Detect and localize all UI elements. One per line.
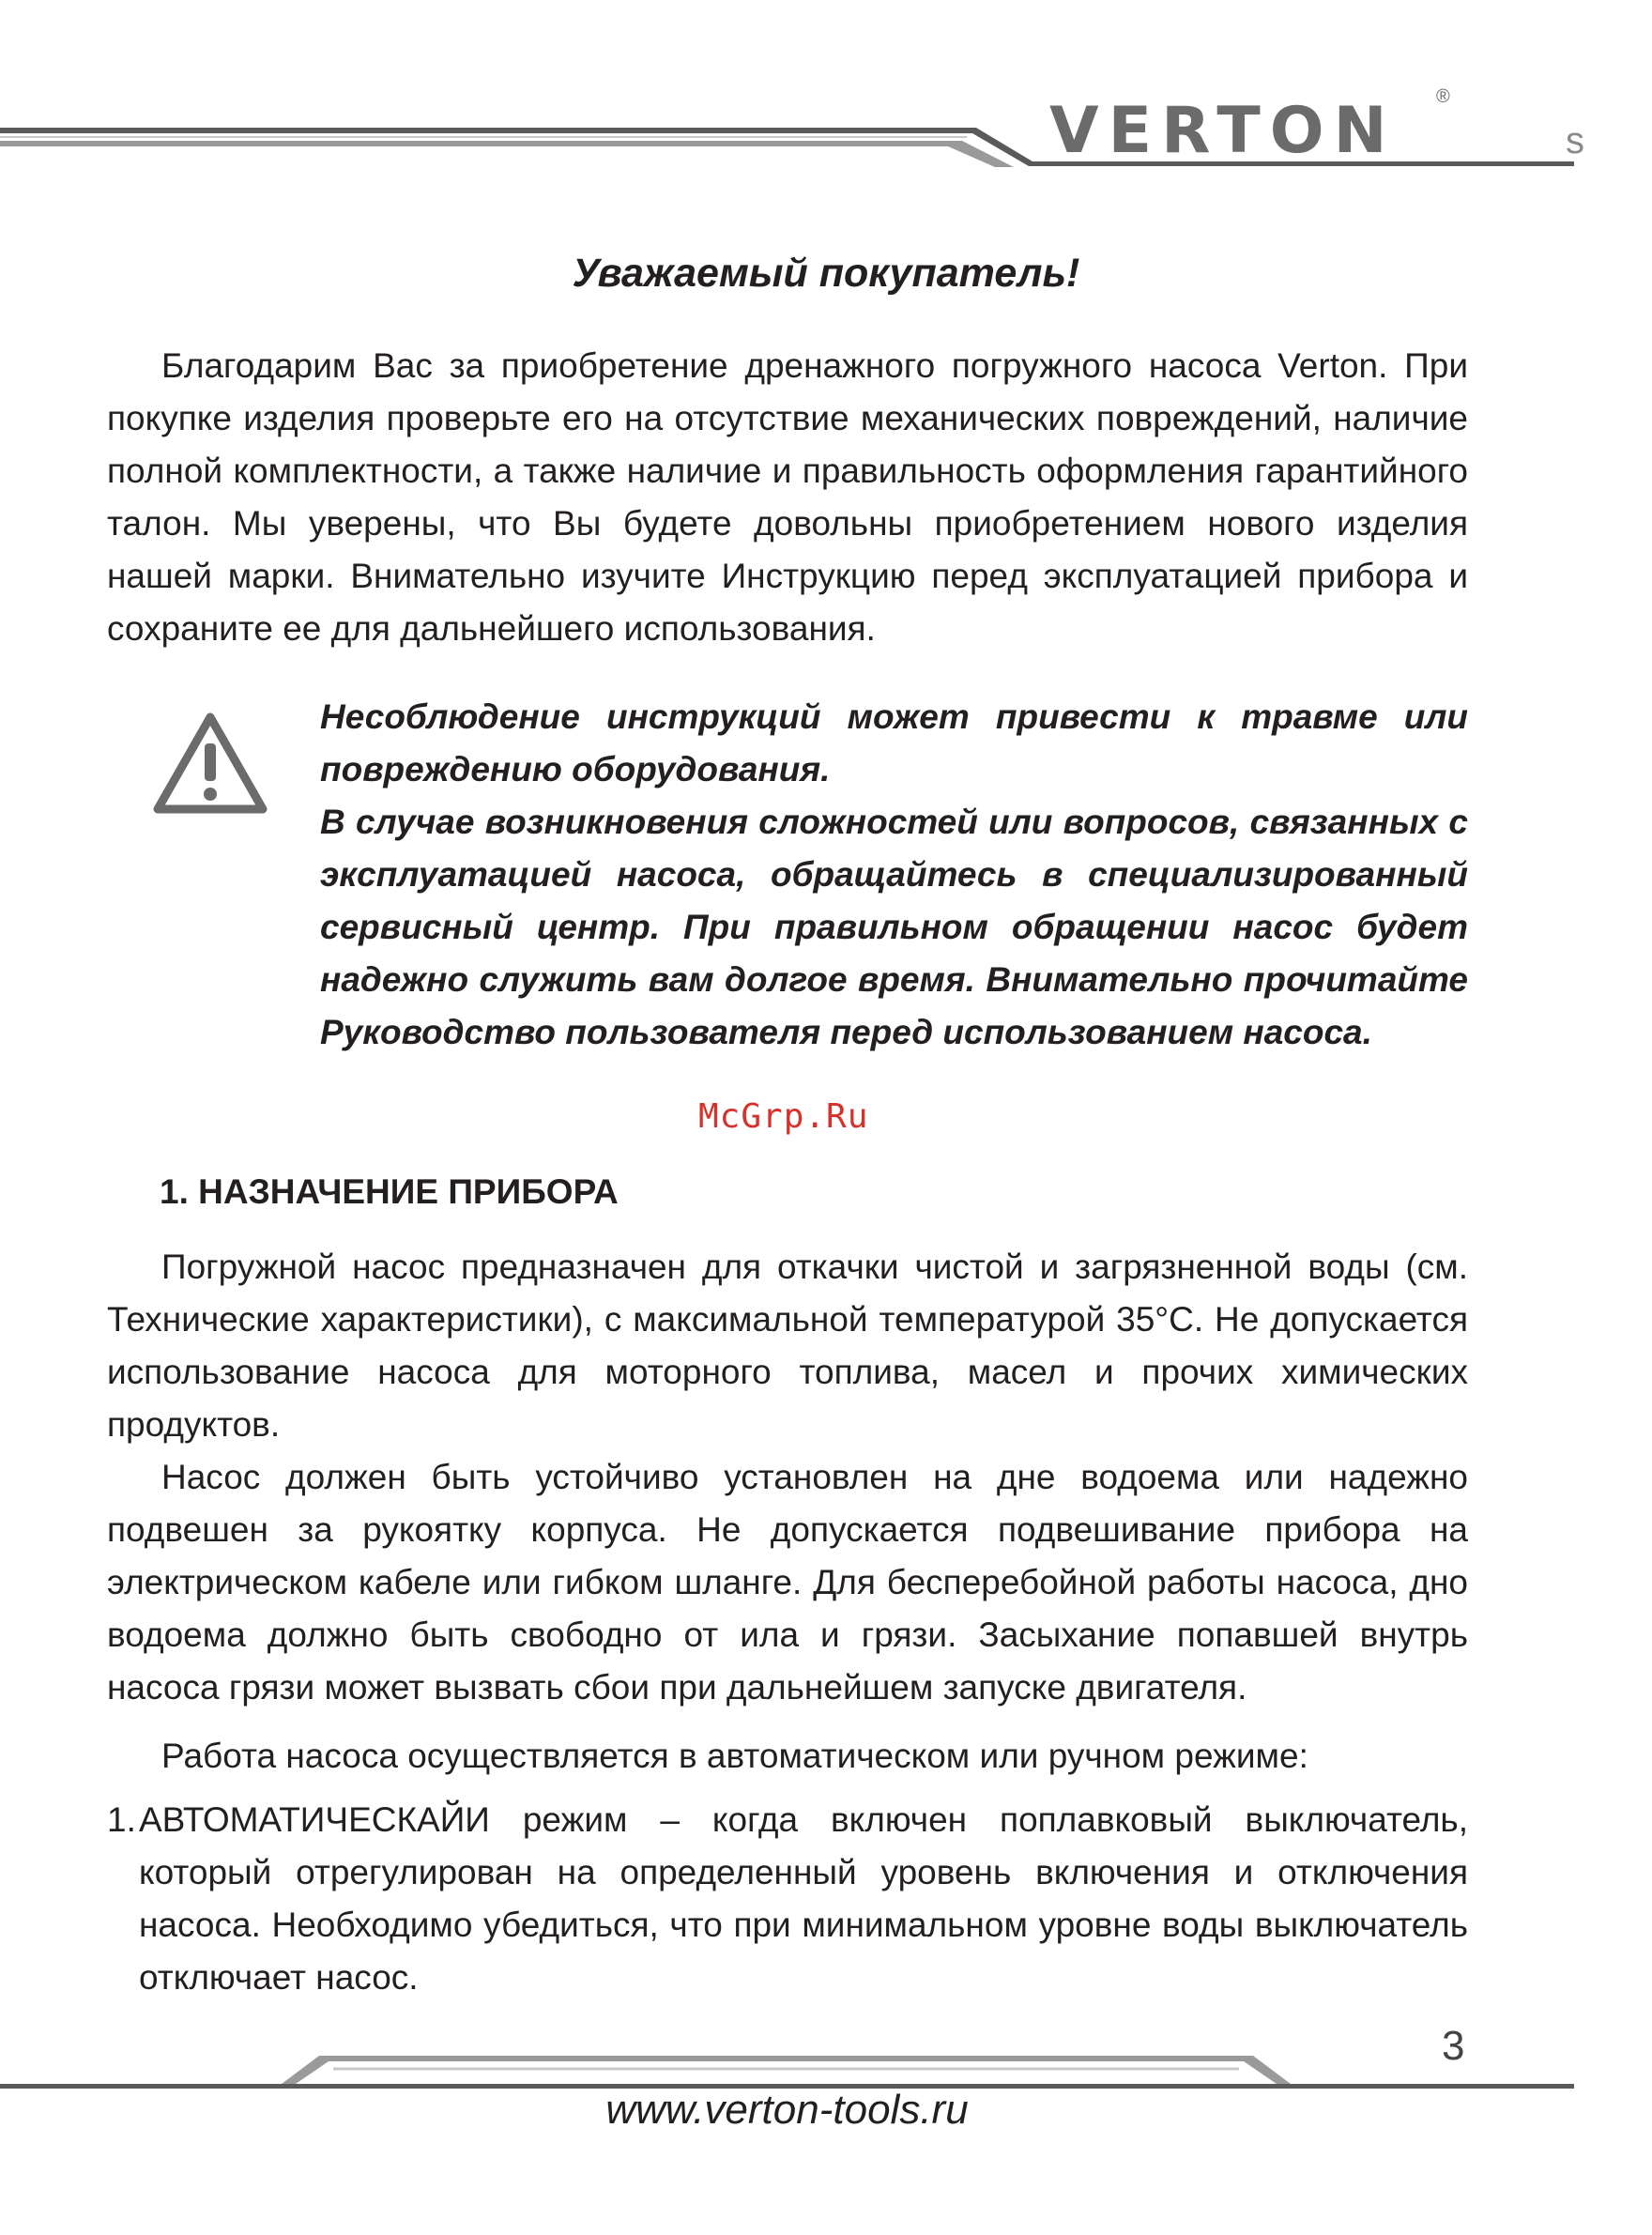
section-paragraph-3: [107, 1730, 1468, 1783]
brand-logo: VERTON: [1049, 94, 1397, 168]
warning-line-1: Несоблюдение инструкций может привести к травме или повреждению оборудования.: [320, 697, 1468, 788]
watermark: McGrp.Ru: [698, 1097, 869, 1136]
section-text-2: Насос должен быть устойчиво установлен на дне водоема или надежно подвешен за рукоятку корпуса. Не допускается подвешивание прибора на электрическом кабеле или гибком шланге. Для бесперебойной работы насоса, дно водоема должно быть свободно от ила и грязи. Засыхание попавшей внутрь насоса грязи может вызвать сбои при дальнейшем запуске двигателя.: [107, 1458, 1468, 1707]
warning-block: [320, 691, 1468, 1059]
intro-text: Благодарим Вас за приобретение дренажного погружного насоса Verton. При покупке изделия проверьте его на отсутствие механических повреждений, наличие полной комплектности, а также наличие и правильность оформления гарантийного талон. Мы уверены, что Вы будете довольны приобретением нового изделия нашей марки. Внимательно изучите Инструкцию перед эксплуатацией прибора и сохраните ее для дальнейшего использования.: [107, 346, 1468, 648]
list-item-text: АВТОМАТИЧЕСКАЙИ режим – когда включен поплавковый выключатель, который отрегулирован на определенный уровень включения и отключения насоса. Необходимо убедиться, что при минимальном уровне воды выключатель отключает насос.: [139, 1800, 1468, 1997]
website-link[interactable]: www.verton-tools.ru: [605, 2087, 969, 2133]
list-item-number: 1.: [107, 1800, 136, 1839]
intro-paragraph: [107, 340, 1468, 655]
warning-line-2: В случае возникновения сложностей или вопросов, связанных с эксплуатацией насоса, обращайтесь в специализированный сервисный центр. При правильном обращении насос будет надежно служить вам долгое время. Внимательно прочитайте Руководство пользователя перед использованием насоса.: [320, 803, 1468, 1051]
section-text-3: Работа насоса осуществляется в автоматическом или ручном режиме:: [161, 1737, 1308, 1775]
page-number: 3: [1442, 2023, 1465, 2069]
section-heading: 1. НАЗНАЧЕНИЕ ПРИБОРА: [160, 1172, 619, 1211]
warning-triangle-icon: [152, 712, 268, 817]
section-text-1: Погружной насос предназначен для откачки чистой и загрязненной воды (см. Технические характеристики), с максимальной температурой 35°C. Не допускается использование насоса для моторного топлива, масел и прочих химических продуктов.: [107, 1248, 1468, 1444]
page-edge-mark: s: [1566, 120, 1584, 161]
page-title: Уважаемый покупатель!: [572, 251, 1080, 296]
list-item: [107, 1794, 1468, 2004]
registered-mark: ®: [1436, 86, 1450, 107]
section-paragraph-1: [107, 1241, 1468, 1714]
